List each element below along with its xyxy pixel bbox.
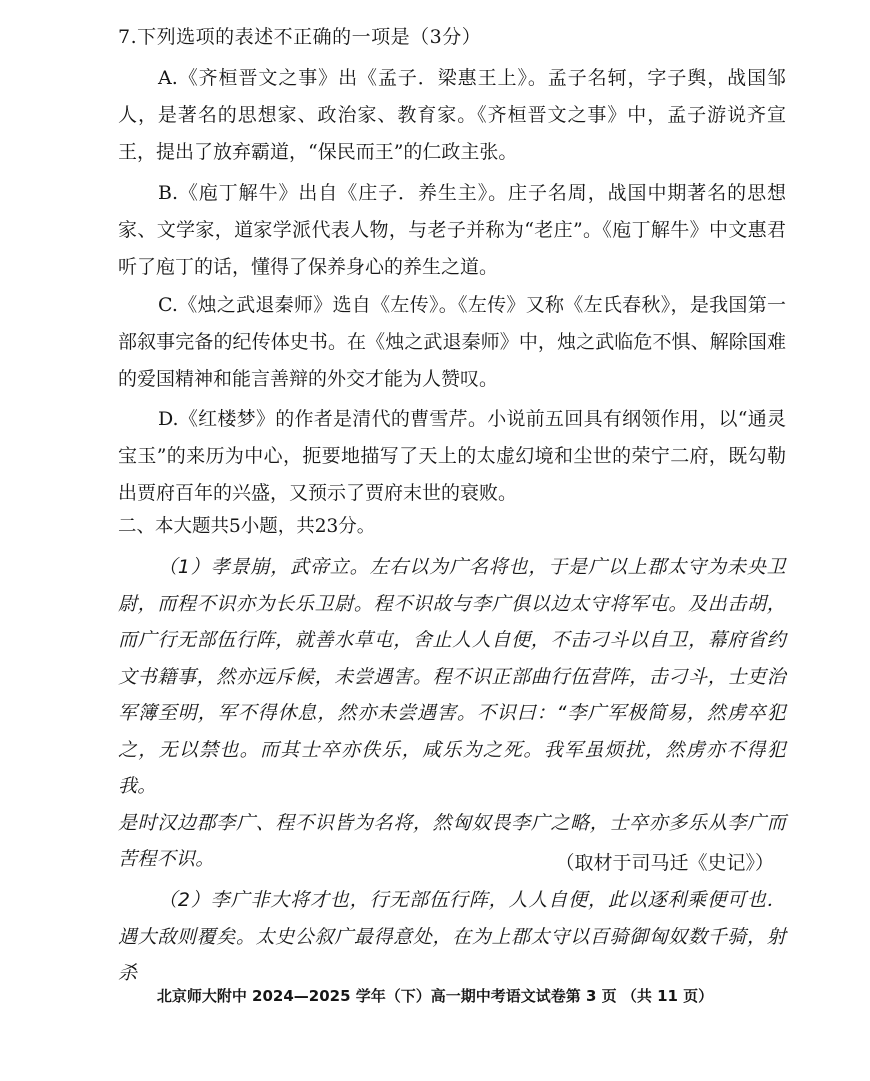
option-a xyxy=(118,60,786,171)
option-a-text: A.《齐桓晋文之事》出《孟子．梁惠王上》。孟子名轲，字子舆，战国邹人，是著名的思想家、政治家、教育家。《齐桓晋文之事》中，孟子游说齐宣王，提出了放弃霸道，“保民而王”的仁政主张。 xyxy=(118,67,786,163)
option-d-text: D.《红楼梦》的作者是清代的曹雪芹。小说前五回具有纲领作用，以“通灵宝玉”的来历为中心，扼要地描写了天上的太虚幻境和尘世的荣宁二府，既勾勒出贾府百年的兴盛，又预示了贾府末世的衰败。 xyxy=(118,408,786,504)
option-c-text: C.《烛之武退秦师》选自《左传》。《左传》又称《左氏春秋》，是我国第一部叙事完备的纪传体史书。在《烛之武退秦师》中，烛之武临危不惧、解除国难的爱国精神和能言善辩的外交才能为人赞叹。 xyxy=(118,294,786,390)
passage-2-text: （2）李广非大将才也，行无部伍行阵，人人自便，此以逐利乘便可也．遇大敌则覆矣。太史公叙广最得意处，在为上郡太守以百骑御匈奴数千骑，射杀 xyxy=(118,889,786,984)
option-c xyxy=(118,287,786,398)
option-b xyxy=(118,175,786,286)
option-b-text: B.《庖丁解牛》出自《庄子．养生主》。庄子名周，战国中期著名的思想家、文学家，道家学派代表人物，与老子并称为“老庄”。《庖丁解牛》中文惠君听了庖丁的话，懂得了保养身心的养生之道。 xyxy=(118,182,786,278)
section-2-heading: 二、本大题共5小题，共23分。 xyxy=(118,516,376,537)
page-footer: 北京师大附中 2024—2025 学年（下）高一期中考语文试卷第 3 页 （共 11 页） xyxy=(156,987,714,1005)
passage-1-text: （1）孝景崩，武帝立。左右以为广名将也，于是广以上郡太守为未央卫尉，而程不识亦为长乐卫尉。程不识故与李广俱以边太守将军屯。及出击胡，而广行无部伍行阵，就善水草屯，舍止人人自便，不击刁斗以自卫，幕府省约文书籍事，然亦远斥候，未尝遇害。程不识正部曲行伍营阵，击刁斗，士吏治军簿至明，军不得休息，然亦未尝遇害。不识曰：“李广军极简易，然虏卒犯之，无以禁也。而其士卒亦佚乐，咸乐为之死。我军虽烦扰，然虏亦不得犯我。 xyxy=(118,556,786,797)
passage-2 xyxy=(118,882,786,992)
passage-1-source: （取材于司马迁《史记》） xyxy=(555,852,774,874)
option-d xyxy=(118,401,786,512)
passage-1 xyxy=(118,549,786,878)
question-7-title: 7.下列选项的表述不正确的一项是（3分） xyxy=(118,26,482,48)
passage-1-tail: 是时汉边郡李广、程不识皆为名将，然匈奴畏李广之略，士卒亦多乐从李广而苦程不识。 xyxy=(118,811,786,870)
